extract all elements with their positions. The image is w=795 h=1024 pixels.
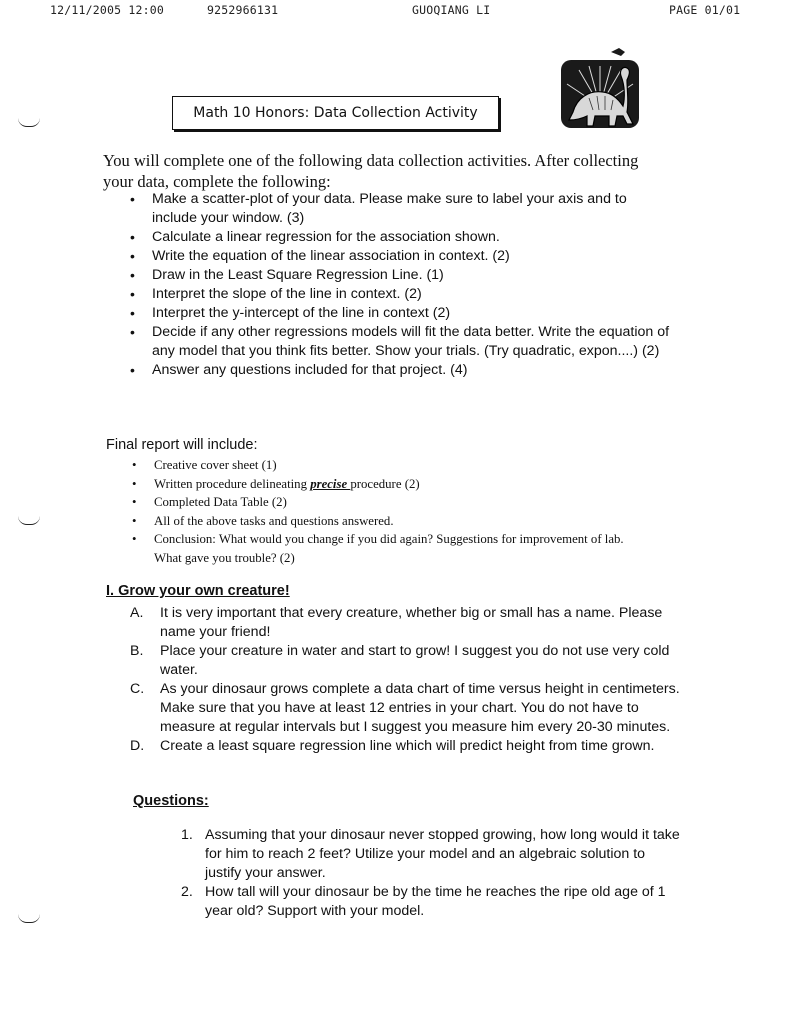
- task-item: • Calculate a linear regression for the association shown.: [128, 228, 673, 247]
- fax-datetime: 12/11/2005 12:00: [50, 3, 164, 17]
- step-text: Place your creature in water and start to grow! I suggest you do not use very cold water.: [160, 643, 670, 678]
- step-text: It is very important that every creature, whether big or small has a name. Please name your friend!: [160, 605, 663, 640]
- questions-heading: Questions:: [133, 793, 209, 809]
- step-item: [130, 680, 690, 737]
- task-item: • Make a scatter-plot of your data. Please make sure to label your axis and to include your window. (3): [128, 190, 673, 228]
- task-item: • Write the equation of the linear association in context. (2): [128, 247, 673, 266]
- final-report-list: [130, 456, 650, 567]
- final-report-heading: Final report will include:: [106, 437, 258, 453]
- report-item-procedure: [130, 475, 650, 494]
- report-item: • Conclusion: What would you change if you did again? Suggestions for improvement of lab. What gave you trouble? (2): [130, 530, 650, 567]
- task-item: • Draw in the Least Square Regression Line. (1): [128, 266, 673, 285]
- step-item: [130, 737, 690, 756]
- step-list: [130, 604, 690, 756]
- question-item: [181, 826, 681, 883]
- report-item: • Creative cover sheet (1): [130, 456, 650, 475]
- precise-emphasis: precise: [310, 476, 351, 491]
- question-text: How tall will your dinosaur be by the time he reaches the ripe old age of 1 year old? Support with your model.: [205, 884, 666, 919]
- punch-mark-middle: [18, 516, 40, 525]
- step-item: [130, 642, 690, 680]
- question-text: Assuming that your dinosaur never stopped growing, how long would it take for him to reach 2 feet? Utilize your model and an algebraic solution to justify your answer.: [205, 827, 680, 881]
- intro-paragraph: You will complete one of the following data collection activities. After collecting your data, complete the following:: [103, 151, 639, 191]
- procedure-text-start: Written procedure delineating: [154, 476, 311, 491]
- report-item: • All of the above tasks and questions answered.: [130, 512, 650, 531]
- fax-phone: 9252966131: [207, 3, 279, 17]
- question-list: [181, 826, 681, 921]
- fax-sender: GUOQIANG LI: [412, 3, 491, 17]
- procedure-text-end: procedure (2): [350, 476, 420, 491]
- punch-mark-top: [18, 118, 40, 127]
- task-item: • Decide if any other regressions models will fit the data better. Write the equation of any model that you think fits better. Show your trials. (Try quadratic, expon....) (2): [128, 323, 673, 361]
- question-number: 2.: [181, 884, 193, 900]
- task-item: • Interpret the slope of the line in context. (2): [128, 285, 673, 304]
- punch-mark-bottom: [18, 914, 40, 923]
- report-item: • Completed Data Table (2): [130, 493, 650, 512]
- question-item: [181, 883, 681, 921]
- section-heading: I. Grow your own creature!: [106, 583, 290, 599]
- step-letter: D.: [130, 738, 145, 754]
- task-list: [128, 190, 673, 380]
- step-text: Create a least square regression line which will predict height from time grown.: [160, 738, 655, 754]
- dinosaur-icon: [559, 46, 643, 132]
- step-letter: B.: [130, 643, 144, 659]
- step-letter: C.: [130, 681, 145, 697]
- step-item: [130, 604, 690, 642]
- step-text: As your dinosaur grows complete a data chart of time versus height in centimeters. Make sure that you have at least 12 entries in your chart. You do not have to measure at regular intervals but I suggest you measure him every 20-30 minutes.: [160, 681, 680, 735]
- task-item: • Interpret the y-intercept of the line in context (2): [128, 304, 673, 323]
- step-letter: A.: [130, 605, 144, 621]
- fax-page: PAGE 01/01: [669, 3, 741, 17]
- question-number: 1.: [181, 827, 193, 843]
- page-title: Math 10 Honors: Data Collection Activity: [172, 96, 499, 130]
- task-item: • Answer any questions included for that project. (4): [128, 361, 673, 380]
